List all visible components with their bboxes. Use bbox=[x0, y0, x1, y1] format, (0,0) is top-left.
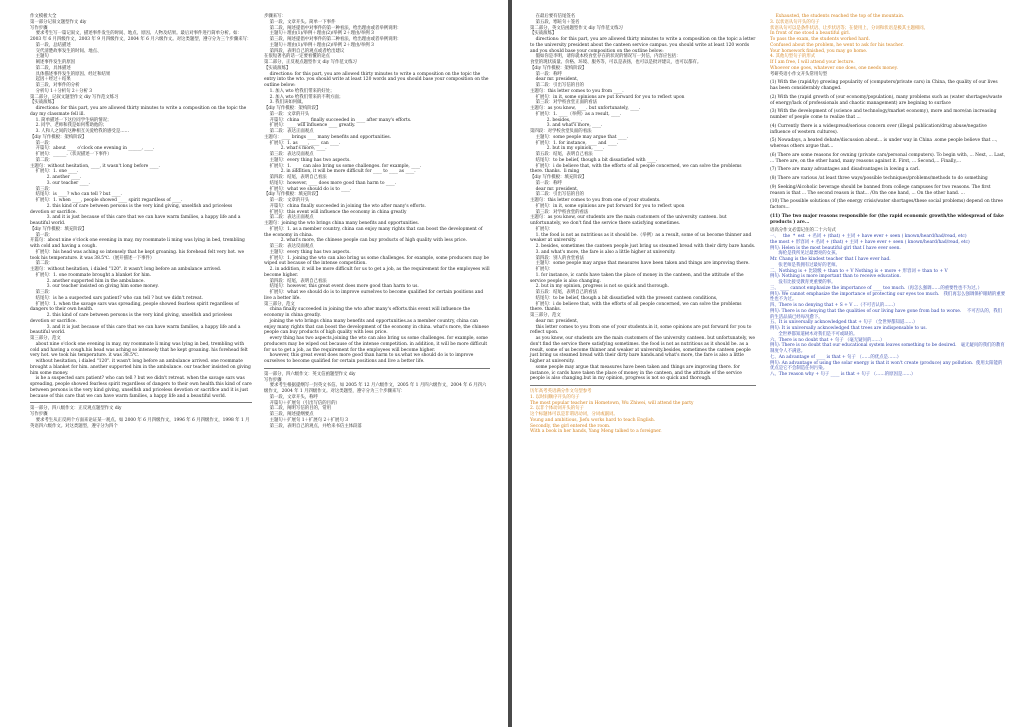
text-line: 扩展句：what we should do is to ____. bbox=[264, 186, 352, 192]
text-line: 第二段，具体描述 bbox=[30, 65, 71, 71]
text-line: dear mr. president, bbox=[530, 318, 579, 324]
text-line: 扩展句：i do believe that, with the efforts of all people concerned, we can solve the problems there. thanks. li ming bbox=[530, 163, 743, 175]
text-line: 全世界都知道树木对我们是不可或缺的。 bbox=[770, 331, 858, 337]
text-line: 主题句：without hesitation, ____, it wasn't long before ____. bbox=[30, 163, 160, 169]
text-line: 例句: An advantage of using the solar energy is that it won't create (produce) any pollution. 使用太阳能的优点是它不会制造任何污染。 bbox=[770, 360, 1003, 372]
text-line: 2. this kind of care between persons is the very kind giving, unselfish and priceless devotion or sacrifice. bbox=[30, 313, 234, 324]
text-line: 四、There is no denying that + S + V ...（不可否认的……） bbox=[770, 303, 898, 308]
text-line: 扩展句：1. as ____, ____ can ____. bbox=[264, 140, 341, 146]
text-column-3 bbox=[530, 14, 756, 721]
text-line: 第三段，表明自己的观点，并给来书信主体段落 bbox=[264, 423, 362, 429]
text-line: 第三段：表达反面观点 bbox=[264, 152, 314, 157]
text-line: 开篇句：about nine o'clock one evening in may, my roommate li ming was lying in bed, trembling with cold and having a cough. bbox=[30, 238, 247, 249]
text-line: 2. besides, sometimes the canteen people just bring us steamed bread with their dirty bare hands. bbox=[530, 244, 756, 249]
text-line: 第五段，寒暄句＋签名 bbox=[530, 19, 580, 25]
text-line: 二、Nothing is + 比较级 + than to + V Nothing is + more + 形容词 + than to + V bbox=[770, 268, 948, 274]
text-line: 写作步骤 bbox=[30, 25, 48, 31]
text-line: Mr. Chang is the kindest teacher that I have ever had. bbox=[770, 257, 891, 262]
text-line: (2) With the (rapid growth of (our economy/population), many problems such as (water shortages/waste of energy/lack of professionals and chaotic management) are begining to surface bbox=[770, 94, 1004, 106]
text-line: without hesitation, i dialed "120". it wasn't long before an ambulance arrived. one roommate brought a blanket for him. another supported him in the ambulance. our teacher insisted on giving him some money. bbox=[30, 359, 253, 376]
text-line: 第一段：文章的开头 bbox=[264, 111, 310, 117]
text-line: 写作步骤 bbox=[264, 377, 282, 383]
text-line: 2. 以非个体动词开头的句子 bbox=[530, 406, 584, 412]
text-line: 2. what's more, ____. bbox=[264, 146, 327, 152]
text-line: 3. 以状语从句开头的句子 bbox=[770, 19, 820, 25]
text-line: 扩展句：1. one roommate brought a blanket for him. bbox=[30, 272, 152, 278]
text-line: 第三部分，范文 bbox=[30, 336, 61, 341]
text-line: 要求考生从正反两个方面来论证某一观点。如 2000 年 6 月四级作文，1996 年 6 月四级作文，1998 年 1 月英语四六级作文。对这类题型，遵守分为四个 bbox=[30, 417, 250, 429]
text-line: 扩展句：______.（状况描述一下事件） bbox=[30, 152, 112, 157]
text-line: 在最后要有信尾签名 bbox=[530, 14, 576, 19]
text-line: 写作步骤 bbox=[30, 412, 48, 417]
text-line: 第一段，总结描述 bbox=[30, 42, 71, 48]
text-line: 第五段：结尾，表明自己看法 bbox=[530, 152, 593, 157]
text-line: 2. in addition, it will be more difficult for us to get a job, as the requirement for the employees will become higher. bbox=[264, 267, 492, 278]
text-line: 步骤来写： bbox=[264, 14, 286, 19]
text-line: 第一段，文章开头，称呼 bbox=[264, 394, 318, 400]
document-page-left bbox=[0, 0, 508, 727]
text-line: (6) There are some reasons for owning (private cars/personal computers). To begin with, ... Next, ... Last, ... There are, on the other hand, many reasons against it. First, ... Second,... Finally,... bbox=[770, 152, 1007, 164]
text-line: 状语从句可以是条件状语、让步状语等；在使用上，分词和状语是极其主题相同。 bbox=[770, 25, 929, 31]
text-line: about nine o'clock one evening in may, my roommate li ming was lying in bed, trembling with cold and having a cough.his head was aching so intensely that he kept groaning. his forehead felt very hot. we took his temperature. it was 38.5℃. bbox=[30, 341, 250, 359]
text-line: 扩展句：this event will influence the economy in china greatly bbox=[264, 209, 407, 215]
text-line: 扩展句：1. when ____, people showed ____ spirit regardless of ____. bbox=[30, 198, 183, 203]
text-line: Confused about the problem, he went to ask for his teacher. bbox=[770, 42, 904, 48]
text-line: every thing has two aspects.joining the wto can also bring us some challenges. for example, some producers may be wiped out because of the intense competition. in addition, it will be more difficult for us to get a job, as the requirement for the employees will become higher. bbox=[264, 336, 490, 353]
text-line: 2. 同学、老师和我是如何帮助他的； bbox=[30, 123, 108, 129]
text-line: Whoever one goes, whatever one does, one needs money. bbox=[770, 65, 898, 71]
text-line: 第四段，表明自己的观点或者给出建议 bbox=[264, 48, 345, 54]
text-line: 例句: We cannot emphasize the importance of protecting our eyes too much. 我们再怎么强调保护眼睛的重要性也不为过。 bbox=[770, 291, 1006, 303]
text-line: 扩展句：1. as a member country, china can enjoy many rights that can boost the development of the economy in china. bbox=[264, 226, 484, 238]
text-line: 海伦是我所见过最漂亮的女孩。 bbox=[770, 251, 840, 257]
text-line: Secondly, the girl entered the room. bbox=[530, 423, 611, 429]
text-line: 第二段： bbox=[30, 157, 54, 163]
text-line: 要求考生根据提纲写一封英文书信。如 2005 年 12 月六级作文，2005 年 1 月四六级作文，2004 年 6 月四六级作文，2004 年 1 月四级作文。对这类题型，遵守分为三个步骤来写： bbox=[264, 383, 487, 394]
text-line: 【diy 写作模板：填充阶段】 bbox=[264, 192, 321, 198]
text-line: (1) With the (rapid/ly) growing popularity of (computers/private cars) in China, the quality of our lives has been considerably changed. bbox=[770, 80, 1000, 91]
section-divider bbox=[264, 368, 490, 369]
text-line: 阐述事件发生的原因 bbox=[30, 60, 76, 65]
text-line: 例句: Helen is the most beautiful girl that I have ever seen. bbox=[770, 245, 901, 251]
text-line: Exhausted, the students reached the top of the mountain. bbox=[770, 14, 905, 19]
text-line: dear mr. president, bbox=[530, 77, 579, 83]
text-line: 例句: It is universally acknowledged that trees are indispensable to us. bbox=[770, 326, 927, 331]
text-line: 主题句＋理由(1)/举例＋理由(2)/举例 2＋理由/举例 3 bbox=[264, 42, 374, 48]
text-line: 主题句＋理由(1)/举例＋理由(2)/举例 2＋理由/举例 3 bbox=[264, 31, 374, 37]
text-line: 结尾句：is ____? who can tell ? but ____. bbox=[30, 192, 122, 198]
text-line: 第三段，阐述提倡中对事件的第二种看法，给出理由或者举例说明： bbox=[264, 37, 402, 42]
text-line: 例句: Nothing is more important than to receive education. bbox=[770, 274, 901, 280]
text-line: 语高分作文必需记住的二十六句式 bbox=[770, 228, 836, 234]
text-line: 2. another supported him in the ambulance. bbox=[30, 278, 145, 284]
text-line: 扩展句：1. for instance, ____ and ____. bbox=[530, 140, 619, 146]
text-line: some people may argue that measures have been taken and things are improving there. for instance, ic cards have taken the place of money in the canteen, and the attitude of the service people is also changing.but in my opinion, progress is not so quick and thorough. bbox=[530, 364, 744, 382]
text-line: 扩展句：1. joining the wto can also bring us some challenges. for example, some producers may be wiped out because of the intense competition. bbox=[264, 255, 491, 267]
text-line: 2. this kind of care between persons is the very kind giving, unselfish and priceless devotion or sacrifice. bbox=[30, 203, 234, 215]
text-line: 考研英语小作文开头常用句型 bbox=[770, 71, 828, 77]
text-line: 第三部分，范文 bbox=[264, 301, 295, 307]
text-line: 【diy 写作模板：架构阶段】 bbox=[264, 106, 321, 111]
text-line: Your homework finished, you may go home. bbox=[770, 48, 868, 54]
text-line: 3. and what's more, ____. bbox=[530, 123, 603, 129]
text-line: 结尾句：to be belief, though a bit dissatisfied with ____. bbox=[530, 157, 658, 163]
text-line: 第三段： bbox=[30, 186, 54, 192]
text-line: 3. and what's more, the fare is also a little higher at university. bbox=[530, 249, 676, 255]
text-line: 假如你是李明，请你就本校食堂存在的状况的情况写一封信，内容应包括： bbox=[530, 54, 681, 60]
text-line: 第一部分，四六级作文：英文信函题型作文 diy bbox=[264, 371, 356, 377]
text-line: 开篇句＋扩展句（引出写信的目的） bbox=[264, 400, 340, 406]
text-line: 第三段，阐述提纲要点 bbox=[264, 412, 314, 417]
text-line: 主题句：some people may argue that measures have been taken and things are improving there. bbox=[530, 261, 750, 267]
section-divider bbox=[30, 402, 252, 403]
text-line: 第一段： bbox=[30, 140, 54, 146]
text-line: The most popular teacher in Hometown, Wu Zhiwei, will attend the party bbox=[530, 400, 694, 406]
text-line: 1. for instance, ic cards have taken the place of money in the canteen, and the attitude of the service people is also changing. bbox=[530, 272, 745, 284]
text-line: Young and ambitious, Jiefu works hard to teach English. bbox=[530, 417, 656, 423]
text-line: 【diy 写作模板：填充阶段】 bbox=[30, 226, 87, 232]
text-line: 【实战演练】 bbox=[30, 100, 57, 106]
text-line: 扩展句： bbox=[530, 226, 554, 232]
text-line: 扩展句：1. ____（举例）as a result, ____. bbox=[530, 111, 622, 117]
text-line: 第三段：表达反面观点 bbox=[264, 244, 314, 249]
text-line: (8) There are various /at least three ways/possible techniques/problems/methods to do something bbox=[770, 176, 988, 181]
text-column-1 bbox=[30, 14, 252, 721]
text-line: (9) Seeking/Alcoholic beverage should be banned from college campuses for two reasons. The first reason is that ... The second reason is that... /On the one hand, ... On the other hand. ... bbox=[770, 184, 992, 196]
text-line: is he a suspected sars patient? who can tell ? but we didn't retreat. when the savage sars was spreading, people showed fearless spirit regardless of dangers to their own health.this kind of care between persons is the very kind giving, unselfish and priceless devotion or sacrifice and it is just because of this care that we can have warm families, a happy life and a beautiful world. bbox=[30, 376, 254, 399]
text-line: 具体描述事件发生的原因、经过和结果 bbox=[30, 71, 111, 77]
text-line: 扩展句：1. one ____. bbox=[30, 169, 79, 175]
text-line: 主题句：this letter comes to you from ____. bbox=[530, 88, 624, 94]
text-line: 起因＋经过＋结果 bbox=[30, 77, 71, 83]
text-line: 第三段：对学校食堂正面的看法 bbox=[530, 100, 598, 106]
text-line: 第二部分，记叙文题型作文 diy 写作范文练习 bbox=[30, 94, 119, 100]
text-line: 主题句：joining the wto brings china many benefits and opportunities. bbox=[264, 221, 420, 226]
text-line: 2. in addition, it will be more difficult for ____ to ____ as ____. bbox=[264, 169, 416, 175]
text-line: 第二段，阐明写信的目的，常用 bbox=[264, 406, 332, 412]
text-line: 【实战演练】 bbox=[264, 65, 291, 71]
text-line: 例句: There is no denying that the qualities of our living have gone from bad to worse. 不可否认的，我们的生活品质已经每况愈下。 bbox=[770, 308, 1002, 320]
text-line: 主题句：____ brings ____ many benefits and opportunities. bbox=[264, 134, 392, 140]
text-line: 主题句：every thing has two aspects. bbox=[264, 249, 351, 255]
text-line: 主题句 bbox=[30, 54, 49, 60]
text-line: 在很短著名的话一定要看懂的论点 bbox=[264, 54, 330, 60]
text-line: 第二段： bbox=[30, 261, 54, 267]
text-line: (7) There are many advantages and disadvantages in lowing a carl. bbox=[770, 167, 920, 173]
text-line: 扩展句：____ will influence ____ greatly. bbox=[264, 123, 356, 129]
text-line: 第二段：引出写信的目的 bbox=[530, 192, 584, 198]
text-line: 1. 以时间顺序开头的句子 bbox=[530, 394, 580, 400]
text-line: this letter comes to you from one of your students.in it, some opinions are put forward for you to reflect upon. bbox=[530, 324, 753, 336]
text-line: 1. 加入 wto 给我们带来的好处； bbox=[264, 88, 335, 94]
text-line: 3. 人和人之间的这种相互关爱给我的感受是…… bbox=[30, 129, 129, 134]
text-line: 食堂的现状质量、价格、环境、服务等，可以是表扬，也可以是批评建议，也可以都有。 bbox=[530, 60, 702, 65]
text-line: 第五段：结尾，表明自己的看法 bbox=[530, 290, 598, 295]
section-divider bbox=[530, 385, 756, 386]
text-line: 历年高考英语满分作文句型参考 bbox=[530, 389, 592, 394]
text-line: (5) Nowadays, a heated debate/discussion about... is under way in China .some people believe that ..., whereas others argue that... bbox=[770, 138, 999, 149]
text-line: china finally succeeded in joining the wto after many's efforts.this event will influence the economy in china greatly. bbox=[264, 307, 472, 318]
text-line: 2. another ____. bbox=[30, 175, 82, 180]
text-line: 扩展句：in it, some opinions are put forward for you to reflect upon bbox=[530, 94, 685, 100]
text-line: 张老师是我拥有过最好的老师。 bbox=[770, 262, 840, 268]
text-line: 结尾句：however, this great event does more good than harm to us. bbox=[264, 284, 419, 290]
text-line: 作文模板大全 bbox=[30, 14, 57, 19]
text-line: 第三段： bbox=[30, 290, 54, 295]
text-line: 开篇句：china ____ finally succeeded in ____ after many's efforts. bbox=[264, 117, 412, 123]
text-line: 五、It is universally acknowledged that + 句子 （全世界都知道……） bbox=[770, 320, 918, 326]
text-line: 第三部分，范文 bbox=[530, 313, 561, 318]
text-line: the most + 形容词 + 名词 + (that) + 主词 + have ever + seen ( known/heard/had/read, etc) bbox=[770, 239, 970, 245]
text-line: 第四段：结尾，表明自己看法 bbox=[264, 278, 327, 284]
text-line: 开篇句：china finally succeeded in joining the wto after many's efforts. bbox=[264, 203, 426, 209]
text-line: dear mr. president, bbox=[530, 186, 579, 192]
text-line: 第二段：表达正面观点 bbox=[264, 215, 314, 221]
text-column-4 bbox=[770, 14, 1006, 721]
text-line: 2. but in my opinion, progress is not so quick and thorough. bbox=[530, 284, 669, 290]
text-line: 主题句：this letter comes to you from one of your students. bbox=[530, 198, 661, 203]
text-line: 主题句：as you know, our students are the main customers of the university canteen. but unfortunately, we don't find the service there satisfying sometimes. bbox=[530, 215, 729, 226]
text-line: 第四段：别人的食堂看法 bbox=[530, 255, 584, 261]
text-line: 一、 the * est + 名词 + (that) + 主词 + have ever + seen ( known/heard/had/read, etc) bbox=[770, 234, 967, 239]
text-line: 三、 ____ cannot emphasize the importance of ____ too much.（再怎么强调……的重要性也不为过。） bbox=[770, 285, 983, 291]
text-line: If I am free, I will attend your lecture. bbox=[770, 60, 855, 65]
text-line: 3. and it is just because of this care that we can have warm families, a happy life and a beautiful world. bbox=[30, 215, 242, 226]
text-line: 第一段： bbox=[30, 232, 54, 238]
text-line: 【diy 写作模板：架构阶段】 bbox=[30, 134, 87, 140]
text-line: 第一段：文章的开头 bbox=[264, 198, 310, 203]
text-line: directions: for this part, you are allowed thirty minutes to write a composition on the topic a letter to the university president about the canteen service campus. you should write at least 120 words and you should base your composition on the outline below: bbox=[530, 37, 757, 54]
text-line: In front of me stood a beautiful girl. bbox=[770, 31, 851, 37]
text-line: 结尾句：is he a suspected sars patient? who can tell ? but we didn't retreat. bbox=[30, 295, 203, 301]
text-line: 3. our teacher insisted on giving him some money. bbox=[30, 284, 159, 290]
text-line: 3. 我们该如何做。 bbox=[264, 100, 306, 106]
text-line: 要求考生写一篇记叙文，描述事件发生的时间、地点、原因、人物及结果。最后对事件进行简单分析。如：2003 年 6 月四级作文，2003 年 9 月四级作文，2004 年 6 月六级作文。对这类题型，遵守分为三个步骤来写： bbox=[30, 31, 252, 42]
text-line: 第一段，文章开头。简单一下事件 bbox=[264, 19, 336, 25]
text-line: 第四段：结尾，表明自己看法 bbox=[264, 175, 327, 180]
text-line: however, this great event does more good than harm to us.what we should do is to improve ourselves to become qualified for certain positions and live a better life. bbox=[264, 353, 475, 364]
text-line: 扩展句：i do believe that, with the efforts of all people concerned, we can solve the problems there. thanks. bbox=[530, 301, 743, 313]
text-line: 七、An advantage of ____ is that + 句子 （……的优点是……） bbox=[770, 354, 902, 360]
text-column-2 bbox=[264, 14, 490, 721]
text-line: directions: for this part, you are allowed thirty minutes to write a composition on the topic the day my classmate fell ill. bbox=[30, 106, 248, 117]
text-line: 扩展句： bbox=[530, 267, 554, 272]
text-line: 这个标题体可以是非谓语动词，分词或副词。 bbox=[530, 412, 618, 417]
text-line: 扩展句：in it, some opinions are put forward for you to reflect upon bbox=[530, 203, 685, 209]
text-line: 八、The reason why + 句子 ____ is that + 句子 （……的原因是……） bbox=[770, 372, 916, 377]
text-line: 分析句 1＋分析句 2＋分析 3 bbox=[30, 88, 93, 94]
text-line: 交代清楚故事发生的时间、地点、 bbox=[30, 48, 102, 54]
text-line: 扩展句：1. when the savage sars was spreading, people showed fearless spirit regardless of dangers to their own health. bbox=[30, 301, 241, 313]
text-line: 2. 加入 wto 给我们带来的不利方面； bbox=[264, 94, 344, 100]
text-line: 例句: There is no doubt that our educational system leaves something to be desired. 毫无疑问的我们的教育制度令人不满意。 bbox=[770, 343, 1005, 354]
text-line: 主题句：without hesitation, i dialed "120". it wasn't long before an ambulance arrived. bbox=[30, 267, 222, 272]
text-line: 主题句＋扩展句 1＋扩展句 2＋扩展句 3 bbox=[264, 417, 349, 423]
text-line: 第一段：称呼 bbox=[530, 71, 562, 77]
text-line: 第三段，对事件的分析 bbox=[30, 83, 80, 88]
document-page-right bbox=[512, 0, 1024, 727]
text-line: 没有比接受教育更重要的事。 bbox=[770, 280, 836, 285]
text-line: 结尾句：however, ____ does more good than harm to ____. bbox=[264, 180, 397, 186]
text-line: as you know, our students are the main customers of the university canteen. but unfortunately, we don't find the service there satisfying sometimes. the food is not as nutritious as it should be. as a result, some of us become thinner and weaker at university.besides, sometimes the canteen people just bring us steamed bread with their dirty bare hands.and what's more, the fare is also a little higher at university. bbox=[530, 336, 757, 364]
text-line: 六、There is no doubt that + 句子 （毫无疑问的……） bbox=[770, 337, 885, 343]
text-line: 第二部分，英文信函题型作文 diy 写作范文练习 bbox=[530, 25, 623, 31]
text-line: 2. besides, ____. bbox=[530, 117, 583, 123]
text-line: 2. what's more, the chinese people can buy products of high quality with less price. bbox=[264, 238, 468, 244]
text-line: (3) With the development of (science and technology/market economy), more and more/an increasing number of people come to realize that ... bbox=[770, 109, 998, 120]
text-line: 3. and it is just because of this care that we can have warm families, a happy life and a beautiful world. bbox=[30, 324, 242, 336]
text-line: 结尾句：to be belief, though a bit dissatisfied with the present canteen conditions, bbox=[530, 295, 718, 301]
text-line: 第二段：表达正面观点 bbox=[264, 129, 314, 134]
text-line: joining the wto brings china many benefits and opportunities.as a member country, china can enjoy many rights that can boost the development of the economy in china. what's more, the chinese people can buy products of high quality with less price. bbox=[264, 318, 491, 336]
text-line: 第二段：引出写信的目的 bbox=[530, 83, 584, 88]
text-line: 3. our teacher ____. bbox=[30, 180, 90, 186]
text-line: 主题句：every thing has two aspects. bbox=[264, 157, 351, 163]
text-line: 主题句：some people may argue that ____. bbox=[530, 134, 629, 140]
text-line: 1. the food is not as nutritious as it should be.（举例）as a result, some of us become thinner and weaker at university. bbox=[530, 232, 753, 244]
text-line: 第四段：对学校食堂负面的看法 bbox=[530, 129, 592, 134]
text-line: directions: for this part, you are allowed thirty minutes to write a composition on the topic the entry into the wto. you should write at least 120 words and you should base your composition on the outline below: bbox=[264, 71, 490, 88]
text-line: With a book in her hands, Yang Meng talked to a foreigner. bbox=[530, 429, 662, 435]
text-line: 扩展句：his head was aching so intensely that he kept groaning. his forehead felt very hot. we took his temperature. it was 38.5℃.（展开描述一下事件） bbox=[30, 249, 246, 261]
text-line: 开篇句：about ____ o'clock one evening in ______, ____. bbox=[30, 146, 155, 152]
text-line: (10) The possible solutions of (the energy crisis/water shortages/these social problems) depend on three factors... bbox=[770, 199, 1005, 210]
text-line: 2. but in my opinion, ____. bbox=[530, 146, 605, 152]
text-line: 【diy 写作模板：架构阶段】 bbox=[530, 65, 587, 71]
text-line: 第三段：对学校食堂的看法 bbox=[530, 209, 589, 215]
text-line: (11) The two major reasons responsible for (the rapid economic growth/the widespread of fake products ) are... bbox=[770, 213, 1006, 225]
text-line: 【实战演练】 bbox=[530, 31, 557, 37]
text-line: 扩展句：1. ____ can also bring us some challenges. for example, ____. bbox=[264, 163, 422, 169]
text-line: 主题句：as you know, ____. but unfortunately, ____. bbox=[530, 106, 641, 111]
text-line: 第二段，阐述提倡中对事件的第一种看法，给出理由或者举例说明： bbox=[264, 25, 402, 31]
text-line: 扩展句：what we should do is to improve ourselves to become qualified for certain positions and live a better life. bbox=[264, 290, 485, 301]
text-line: 第一部分，四八级作文：正反观点题型作文 diy bbox=[30, 406, 122, 412]
text-line: 第二部分，正反观点题型作文 diy 写作范文练习 bbox=[264, 60, 357, 65]
text-line: 1. 简单描述一下这位同学生病的情况； bbox=[30, 117, 112, 123]
text-line: 第一部分记叙文题型作文 diy bbox=[30, 19, 87, 25]
text-line: (4) Currently there is a widespread/serious concern over (illegal publication/drug abuse/negative influence of western cultures). bbox=[770, 123, 989, 135]
text-line: To pass the exam, the students worked hard. bbox=[770, 37, 870, 42]
text-line: 第一段：称呼 bbox=[530, 180, 562, 186]
text-line: 【diy 写作模板：填充阶段】 bbox=[530, 175, 587, 180]
text-line: 4. 其他句型句子的形式 bbox=[770, 54, 816, 60]
